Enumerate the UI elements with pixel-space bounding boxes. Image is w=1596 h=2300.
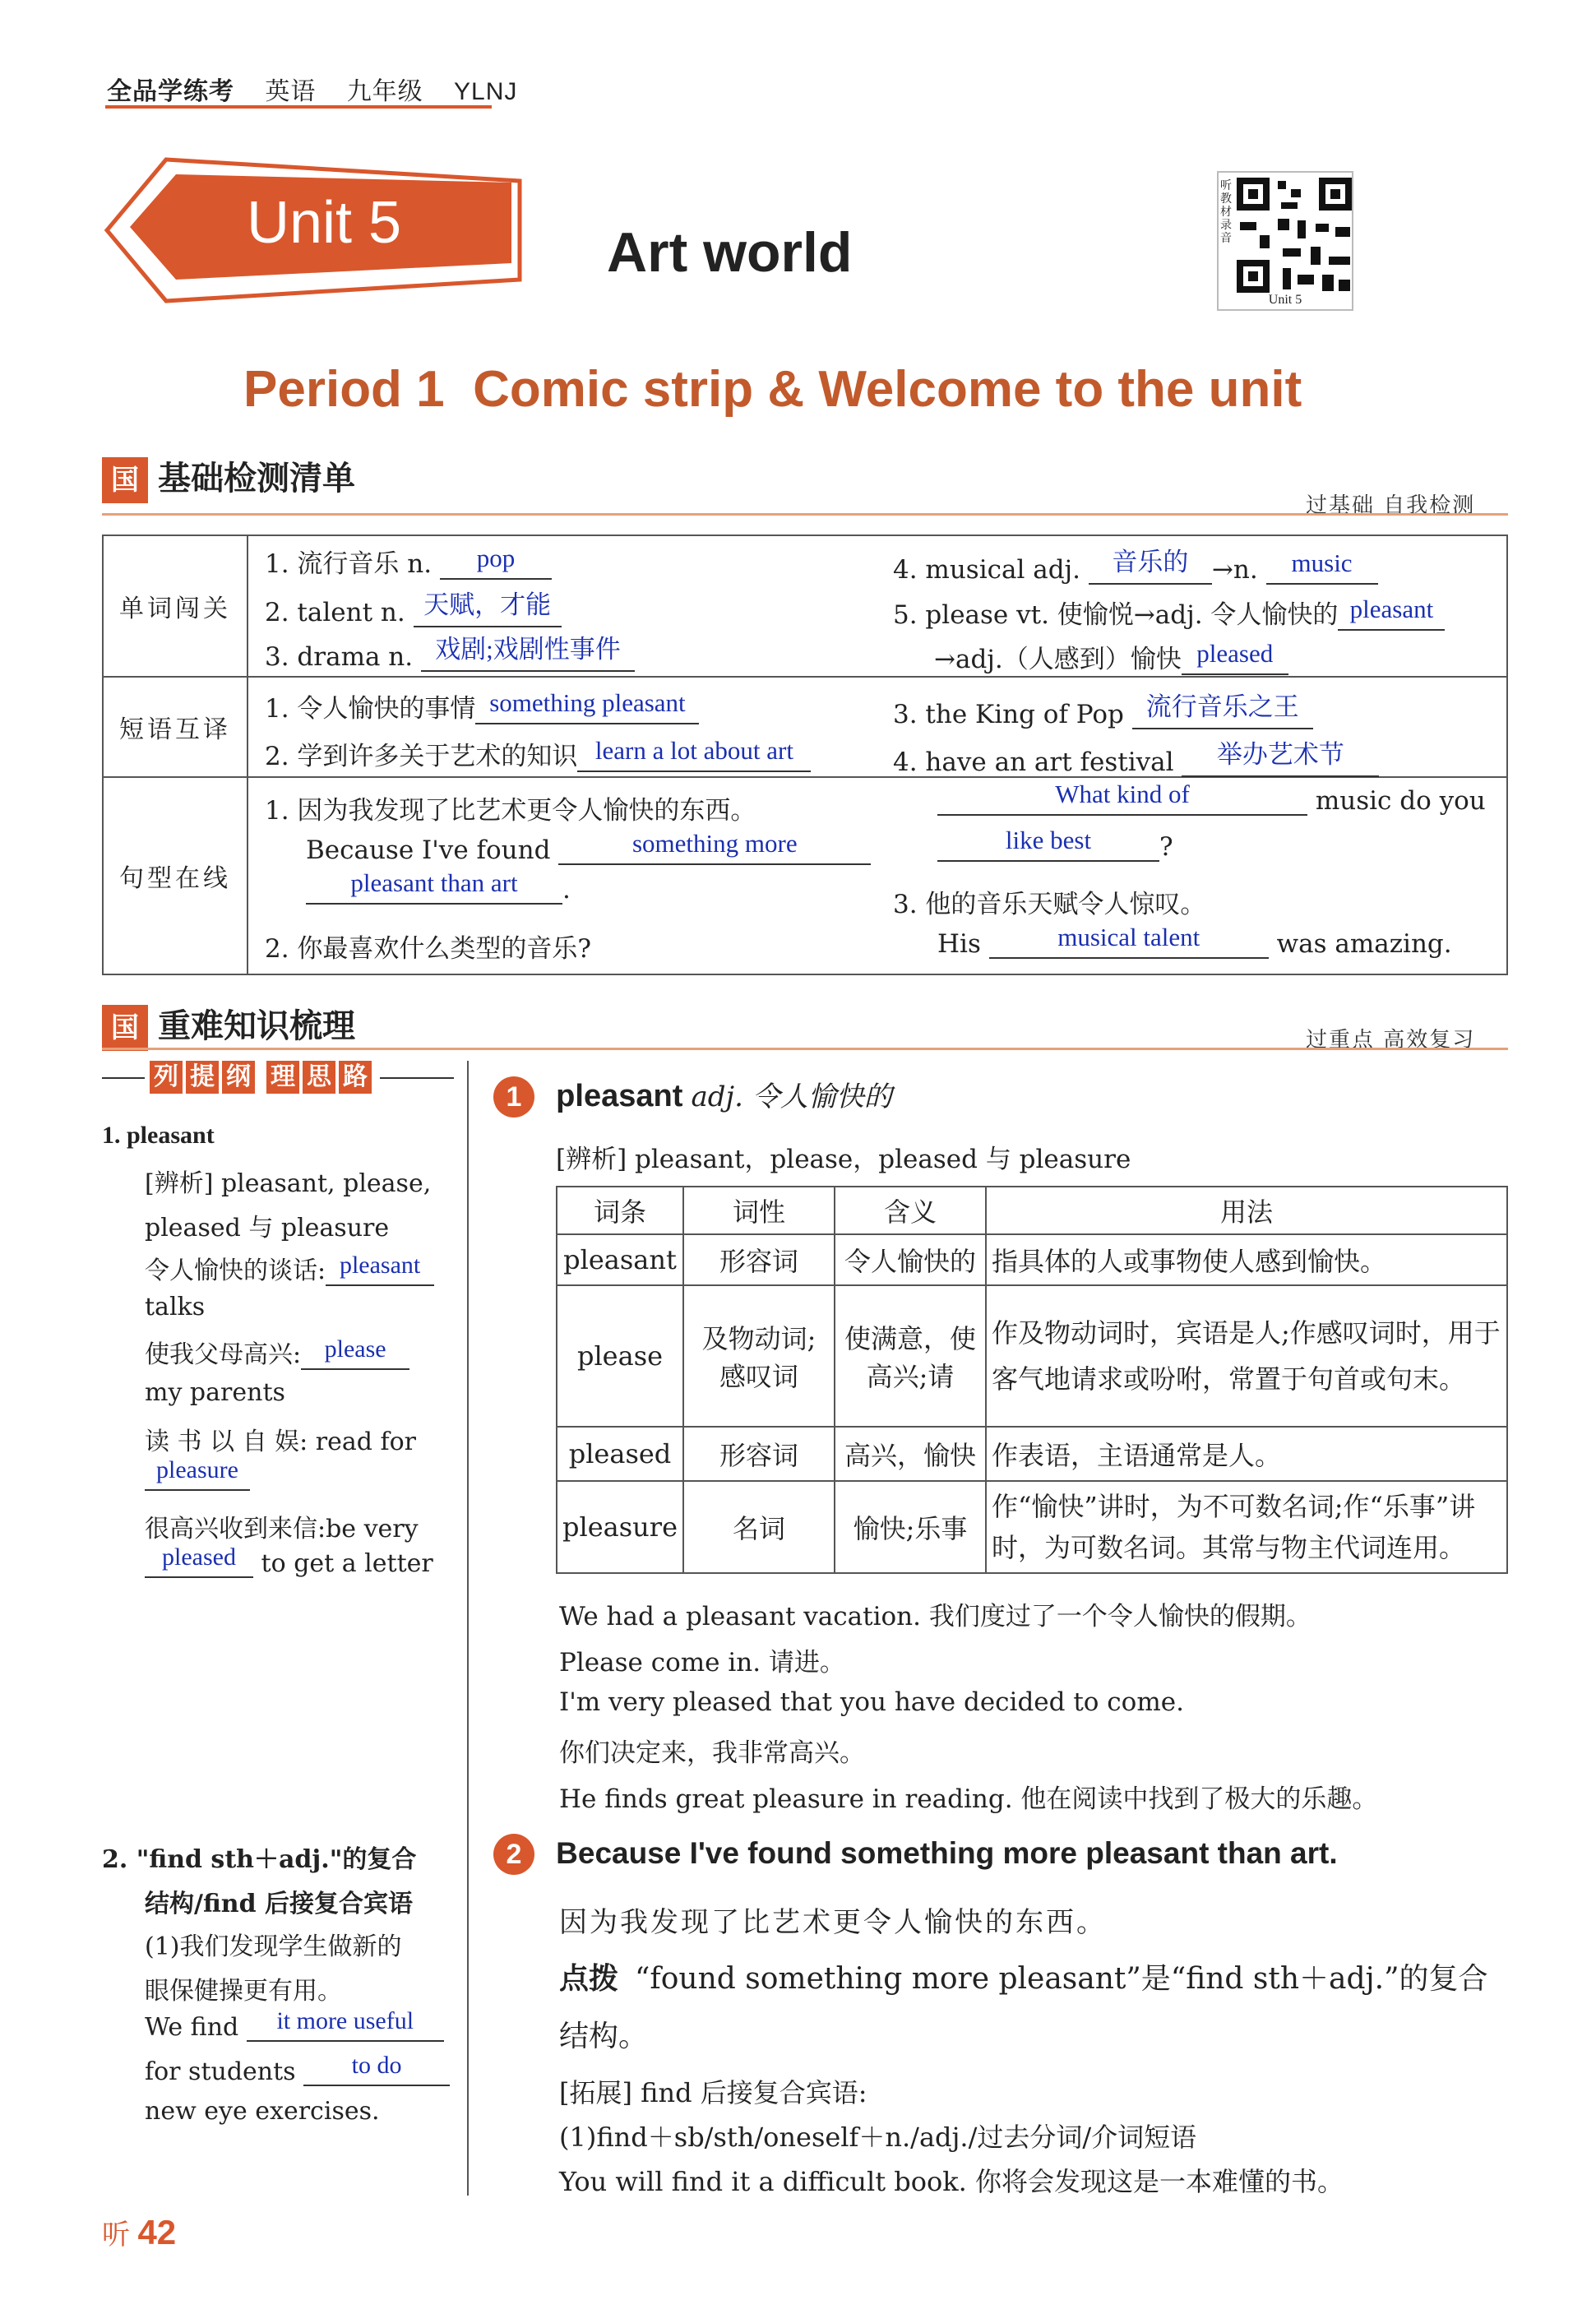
point-1-compare: [辨析] pleasant，please，pleased 与 pleasure — [556, 1145, 1131, 1174]
point-2-tip: 点拨 “found something more pleasant”是“find sth＋adj.”的复合 — [559, 1961, 1488, 1996]
section-rule — [102, 1048, 1508, 1050]
point-2-tip-cont: 结构。 — [559, 2020, 649, 2053]
column-divider — [467, 1061, 469, 2196]
qr-icon — [1237, 178, 1360, 293]
sentence-row-label: 句型在线 — [103, 777, 247, 974]
answer-blank[interactable]: What kind of — [937, 784, 1307, 816]
phrase-row-label: 短语互译 — [103, 677, 247, 777]
vocab-item-5b: →adj.（人感到）愉快 pleased — [934, 638, 1288, 675]
outline-text: 很高兴收到来信:be very — [145, 1515, 419, 1543]
answer-blank[interactable]: something pleasant — [475, 693, 699, 724]
answer-blank[interactable]: musical talent — [989, 928, 1269, 959]
sentence-item-2: 2. 你最喜欢什么类型的音乐? — [265, 934, 592, 964]
answer-blank[interactable]: pop — [440, 548, 552, 580]
outline-text: 令人愉快的谈话: pleasant — [145, 1250, 434, 1286]
brand: 全品学练考 — [107, 78, 234, 105]
subject: 英语 — [265, 78, 317, 105]
sentence-item-1-en: Because I've found something more — [306, 834, 871, 865]
table-cell: 形容词 — [683, 1427, 835, 1481]
vocab-item-4: 4. musical adj. 音乐的 →n. music — [893, 546, 1378, 585]
table-cell: 使满意，使高兴;请 — [835, 1285, 986, 1427]
section-title: 基础检测清单 — [158, 460, 355, 497]
answer-blank[interactable]: pleased — [145, 1548, 253, 1578]
answer-blank[interactable]: it more useful — [247, 2011, 444, 2042]
outline-text: pleased 与 pleasure — [145, 1214, 390, 1243]
qr-caption: Unit 5 — [1268, 293, 1302, 307]
vocab-item-2: 2. talent n. 天赋，才能 — [265, 589, 562, 627]
phrase-item-4: 4. have an art festival 举办艺术节 — [893, 738, 1379, 777]
example-sentence: Please come in. 请进。 — [559, 1648, 845, 1678]
answer-blank[interactable]: 音乐的 — [1089, 546, 1212, 585]
section-basics-header — [102, 452, 355, 503]
sentence-item-3: 3. 他的音乐天赋令人惊叹。 — [893, 890, 1206, 919]
vocab-row-label: 单词闯关 — [103, 535, 247, 677]
outline-text: pleased to get a letter — [145, 1548, 433, 1578]
table-cell: 高兴，愉快 — [835, 1427, 986, 1481]
sentence-item-1-en2: pleasant than art . — [306, 873, 571, 905]
table-cell: 指具体的人或事物使人感到愉快。 — [986, 1234, 1507, 1285]
sentence-item-2-en: What kind of music do you — [937, 784, 1486, 816]
outline-text: my parents — [145, 1378, 285, 1407]
example-sentence: He finds great pleasure in reading. 他在阅读中找到了极大的乐趣。 — [559, 1784, 1378, 1814]
answer-blank[interactable]: pleasant — [1338, 599, 1445, 631]
phrase-item-3: 3. the King of Pop 流行音乐之王 — [893, 691, 1313, 729]
section-rule — [102, 513, 1508, 516]
answer-blank[interactable]: pleasant — [326, 1256, 434, 1286]
edition: YLNJ — [454, 78, 518, 105]
point-2-heading: 2 Because I've found something more pleasant than art. — [493, 1834, 1338, 1875]
outline-text: (1)我们发现学生做新的 — [145, 1932, 402, 1961]
answer-blank[interactable]: something more — [558, 834, 871, 865]
example-sentence: I'm very pleased that you have decided to come. — [559, 1687, 1184, 1717]
point-2-translation: 因为我发现了比艺术更令人愉快的东西。 — [559, 1906, 1107, 1939]
outline-text — [145, 1456, 250, 1491]
table-cell: 作“愉快”讲时，为不可数名词;作“乐事”讲时，为可数名词。其常与物主代词连用。 — [986, 1481, 1507, 1573]
section-key-points-header — [102, 1000, 355, 1051]
point-number: 1 — [493, 1076, 534, 1118]
table-cell: 及物动词;感叹词 — [683, 1285, 835, 1427]
section-badge: 国 — [102, 457, 148, 503]
answer-blank[interactable]: please — [301, 1340, 409, 1370]
outline-text: 眼保健操更有用。 — [145, 1977, 342, 2006]
answer-blank[interactable]: 举办艺术节 — [1182, 738, 1379, 777]
header-rule — [105, 105, 492, 109]
section-note: 过重点 高效复习 — [1306, 1028, 1476, 1053]
outline-text: new eye exercises. — [145, 2097, 380, 2126]
answer-blank[interactable]: pleasant than art — [306, 873, 562, 905]
answer-blank[interactable]: 流行音乐之王 — [1132, 691, 1313, 729]
answer-blank[interactable]: 戏剧;戏剧性事件 — [421, 633, 635, 672]
compare-table — [556, 1186, 1508, 1574]
outline-text: talks — [145, 1293, 206, 1321]
vocab-item-3: 3. drama n. 戏剧;戏剧性事件 — [265, 633, 635, 672]
table-header: 含义 — [835, 1187, 986, 1234]
point-2-example: You will find it a difficult book. 你将会发现这是一本难懂的书。 — [559, 2166, 1344, 2197]
table-header: 词条 — [557, 1187, 683, 1234]
table-cell: 名词 — [683, 1481, 835, 1573]
vocab-item-1: 1. 流行音乐 n. pop — [265, 543, 552, 580]
table-cell: 作及物动词时，宾语是人;作感叹词时，用于客气地请求或吩咐，常置于句首或句末。 — [986, 1285, 1507, 1427]
outline-item-2: 2. "find sth＋adj."的复合 — [102, 1845, 417, 1874]
footer-label: 听 — [102, 2219, 130, 2251]
answer-blank[interactable]: learn a lot about art — [577, 741, 811, 772]
period-title: Period 1 Comic strip & Welcome to the unit — [243, 361, 1302, 418]
page-footer — [102, 2212, 176, 2252]
table-header: 词性 — [683, 1187, 835, 1234]
answer-blank[interactable]: music — [1266, 553, 1378, 585]
point-2-extension-rule: (1)find＋sb/sth/oneself＋n./adj./过去分词/介词短语 — [559, 2122, 1197, 2153]
outline-item-1: 1. pleasant — [102, 1122, 215, 1149]
sentence-item-3-en: His musical talent was amazing. — [937, 923, 1452, 959]
table-cell: pleasure — [557, 1481, 683, 1573]
table-header: 用法 — [986, 1187, 1507, 1234]
book-header — [107, 71, 540, 107]
outline-text: 读 书 以 自 娱: read for — [145, 1428, 417, 1456]
answer-blank[interactable]: like best — [937, 831, 1159, 862]
table-cell: 愉快;乐事 — [835, 1481, 986, 1573]
table-cell: 形容词 — [683, 1234, 835, 1285]
example-sentence: 你们决定来，我非常高兴。 — [559, 1738, 865, 1768]
unit-label: Unit 5 — [247, 190, 402, 256]
grade: 九年级 — [346, 78, 423, 105]
table-cell: please — [557, 1285, 683, 1427]
qr-code[interactable] — [1217, 171, 1353, 311]
outline-text: We find it more useful — [145, 2011, 444, 2042]
point-2-extension: [拓展] find 后接复合宾语: — [559, 2077, 867, 2108]
outline-text: 使我父母高兴: please — [145, 1334, 409, 1370]
section-note: 过基础 自我检测 — [1306, 493, 1476, 518]
qr-side-label: 听教材录音 — [1220, 179, 1232, 245]
unit-title: Art world — [607, 221, 853, 284]
table-cell: 令人愉快的 — [835, 1234, 986, 1285]
sentence-item-2-en2: like best ? — [937, 831, 1173, 862]
table-cell: 作表语，主语通常是人。 — [986, 1427, 1507, 1481]
outline-text: 结构/find 后接复合宾语 — [145, 1890, 414, 1918]
outline-text: for students to do — [145, 2056, 450, 2086]
point-number: 2 — [493, 1834, 534, 1875]
point-1-heading: 1 pleasant adj. 令人愉快的 — [493, 1074, 892, 1118]
section-title: 重难知识梳理 — [158, 1008, 355, 1044]
table-cell: pleased — [557, 1427, 683, 1481]
answer-blank[interactable]: pleasure — [145, 1460, 250, 1491]
example-sentence: We had a pleasant vacation. 我们度过了一个令人愉快的假期。 — [559, 1602, 1311, 1631]
page-number: 42 — [137, 2213, 177, 2251]
outline-text: [辨析] pleasant, please, — [145, 1169, 432, 1198]
outline-tags: 列 提 纲 理 思 路 — [145, 1061, 380, 1094]
vocab-item-5: 5. please vt. 使愉悦→adj. 令人愉快的 pleasant — [893, 594, 1445, 631]
answer-blank[interactable]: to do — [303, 2056, 450, 2086]
phrase-item-2: 2. 学到许多关于艺术的知识 learn a lot about art — [265, 735, 811, 772]
answer-blank[interactable]: 天赋，才能 — [414, 589, 562, 627]
answer-blank[interactable]: pleased — [1182, 644, 1288, 675]
table-cell: pleasant — [557, 1234, 683, 1285]
sentence-item-1: 1. 因为我发现了比艺术更令人愉快的东西。 — [265, 796, 756, 826]
phrase-item-1: 1. 令人愉快的事情 something pleasant — [265, 687, 699, 724]
section-badge: 国 — [102, 1005, 148, 1051]
